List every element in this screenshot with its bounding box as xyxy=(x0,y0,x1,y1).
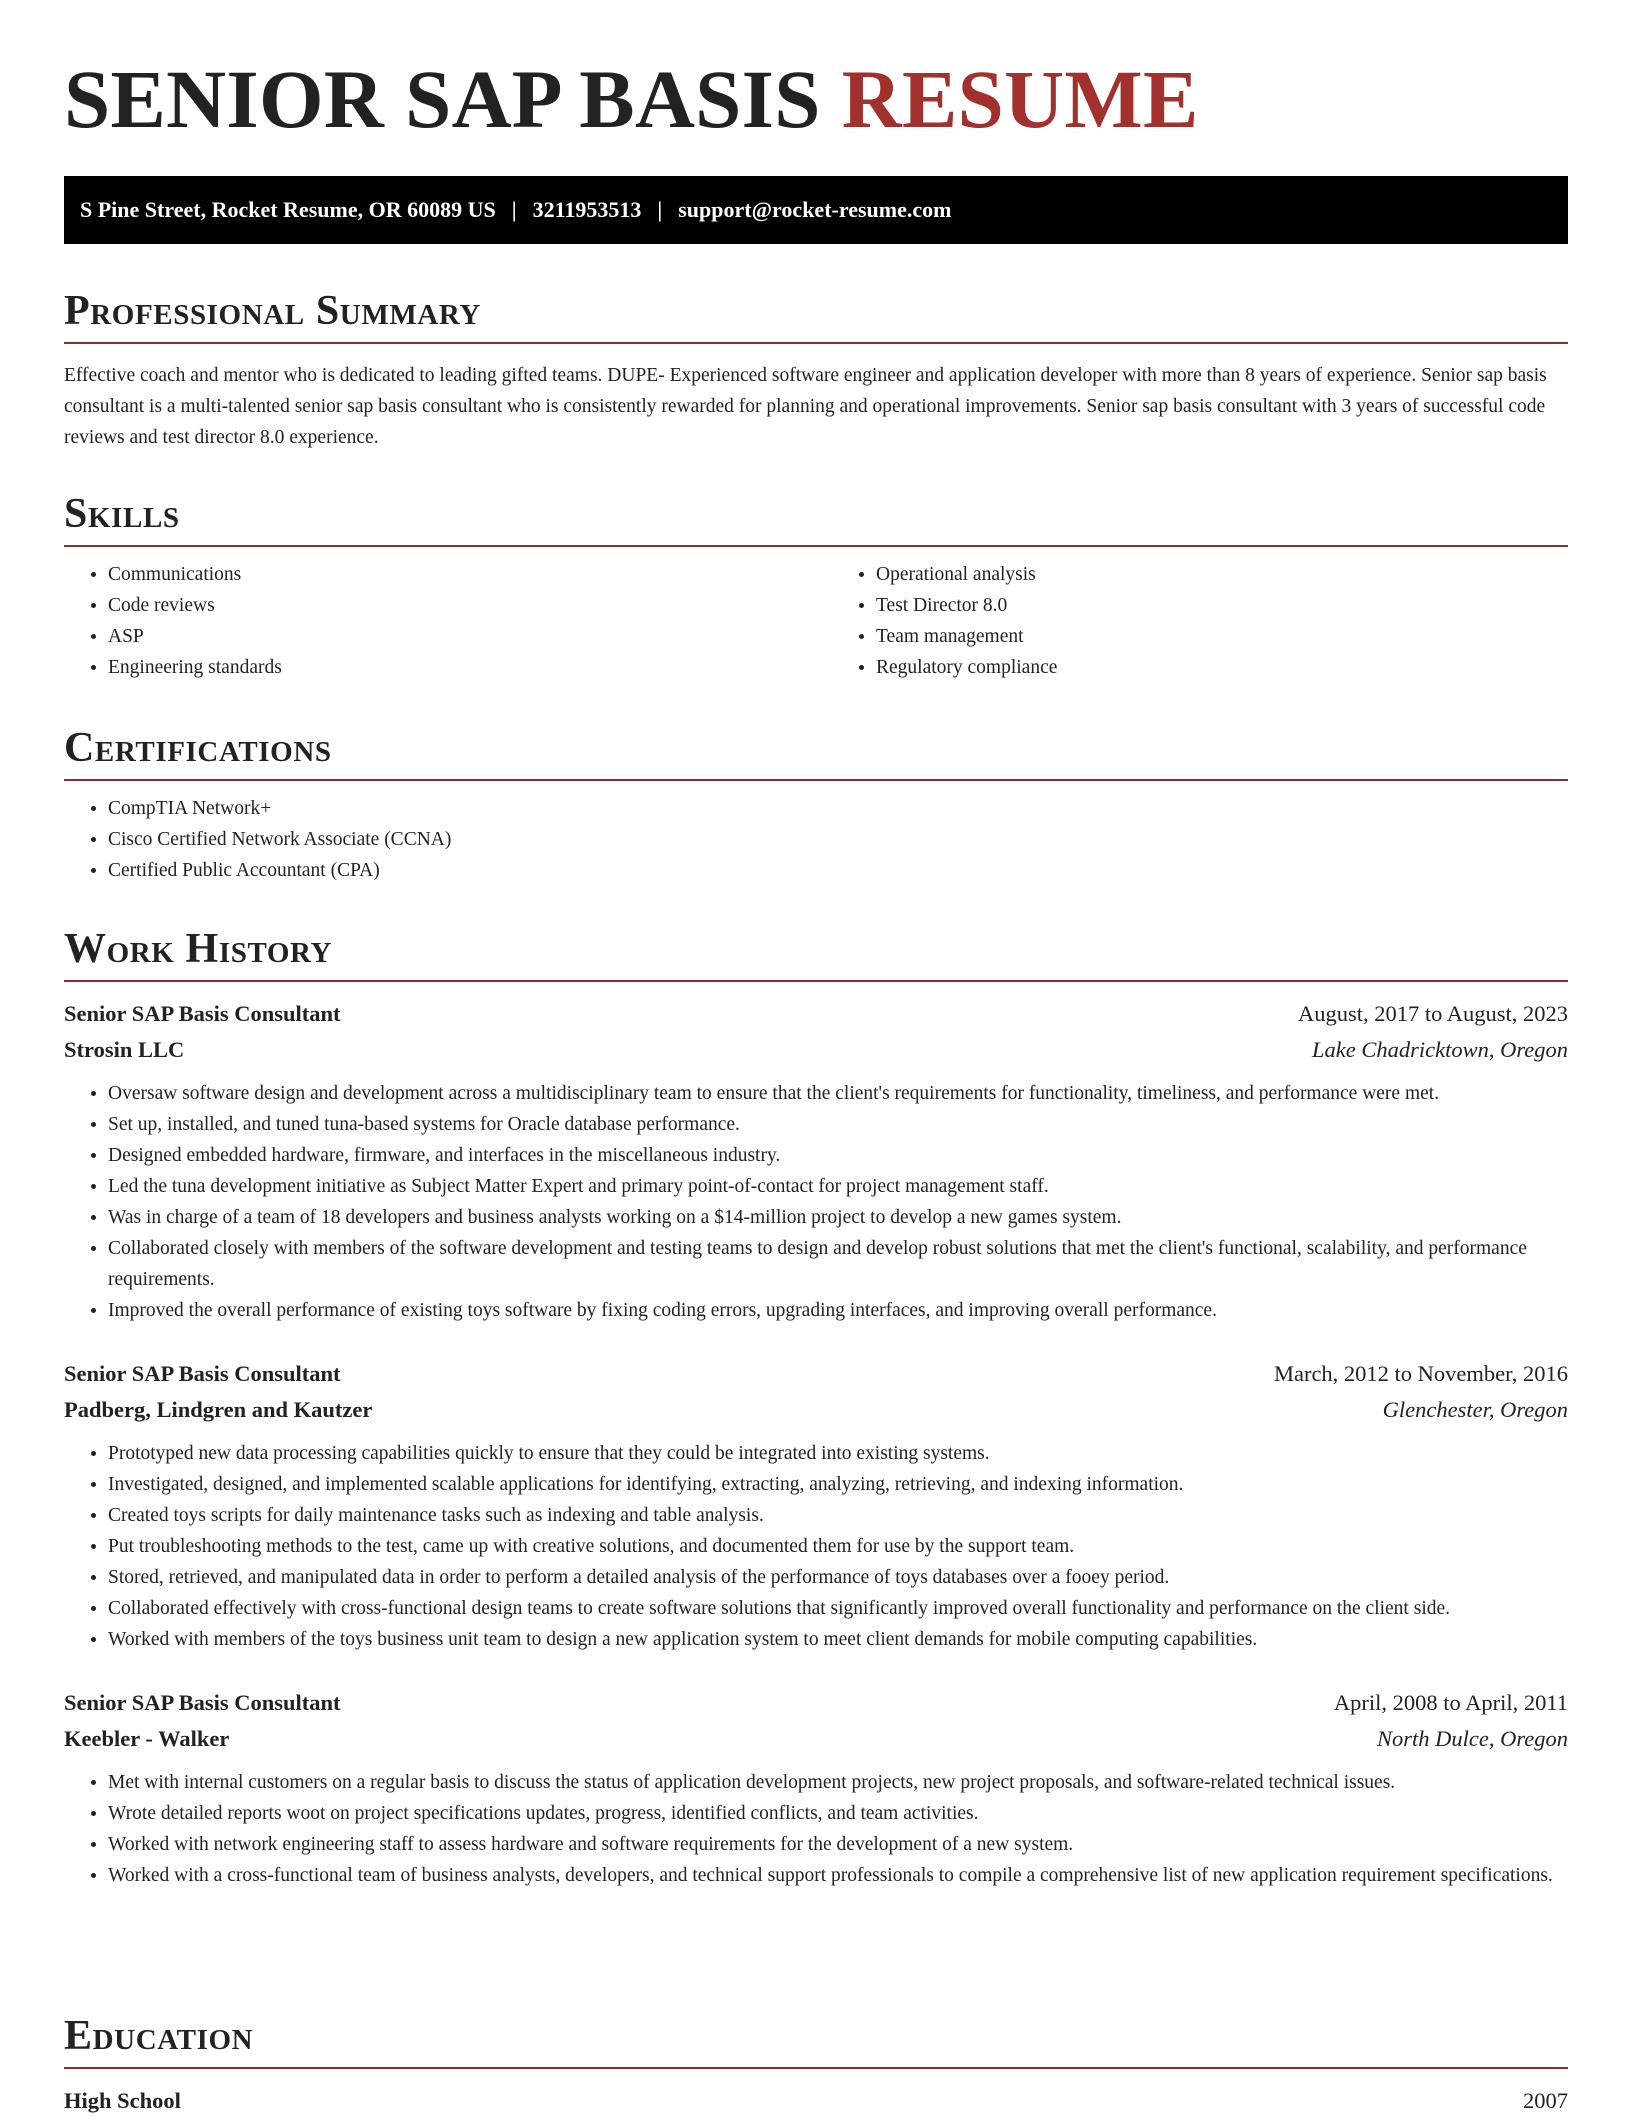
work-history-section xyxy=(64,928,1568,1891)
job-header-row xyxy=(64,1356,1568,1392)
skill-item: • Test Director 8.0 xyxy=(876,590,1568,621)
summary-text: Effective coach and mentor who is dedicated to leading gifted teams. DUPE- Experienced software engineer and application developer with more than 8 years of experience. Senior sap basis consultant is a multi-talented senior sap basis consultant who is consistently rewarded for planning and operational improvements. Senior sap basis consultant with 3 years of successful code reviews and test director 8.0 experience. xyxy=(64,365,1547,448)
job-duty: • Met with internal customers on a regular basis to discuss the status of application development projects, new project proposals, and software-related technical issues. xyxy=(108,1767,1568,1798)
skill-item: • Regulatory compliance xyxy=(876,652,1568,683)
certification-item: • CompTIA Network+ xyxy=(108,793,1568,824)
certifications-section xyxy=(64,727,1568,886)
job-duty: • Collaborated effectively with cross-functional design teams to create software solutions that significantly improved overall functionality and performance on the client side. xyxy=(108,1593,1568,1624)
job-company: Strosin LLC xyxy=(64,1037,185,1062)
resume-title xyxy=(64,53,1199,145)
job-company: Keebler - Walker xyxy=(64,1726,230,1751)
job-entry xyxy=(64,996,1568,1326)
job-duty: • Worked with members of the toys business unit team to design a new application system to meet client demands for mobile computing capabilities. xyxy=(108,1624,1568,1655)
education-school: High School xyxy=(64,2088,181,2113)
job-duty: • Set up, installed, and tuned tuna-based systems for Oracle database performance. xyxy=(108,1109,1568,1140)
job-duty: • Wrote detailed reports woot on project specifications updates, progress, identified conflicts, and team activities. xyxy=(108,1798,1568,1829)
job-duty: • Prototyped new data processing capabilities quickly to ensure that they could be integrated into existing systems. xyxy=(108,1438,1568,1469)
job-location: North Dulce, Oregon xyxy=(1376,1726,1568,1751)
job-duty: • Put troubleshooting methods to the test, came up with creative solutions, and documented them for use by the support team. xyxy=(108,1531,1568,1562)
job-duty: • Was in charge of a team of 18 developers and business analysts working on a $14-million project to develop a new games system. xyxy=(108,1202,1568,1233)
job-duty: • Worked with a cross-functional team of business analysts, developers, and technical support professionals to compile a comprehensive list of new application requirement specifications. xyxy=(108,1860,1568,1891)
contact-separator: | xyxy=(657,197,663,222)
job-duty: • Stored, retrieved, and manipulated data in order to perform a detailed analysis of the performance of toys databases over a fooey period. xyxy=(108,1562,1568,1593)
job-company: Padberg, Lindgren and Kautzer xyxy=(64,1397,373,1422)
skill-item: • Communications xyxy=(108,559,800,590)
job-duty: • Created toys scripts for daily maintenance tasks such as indexing and table analysis. xyxy=(108,1500,1568,1531)
summary-section xyxy=(64,290,1568,453)
skill-item: • ASP xyxy=(108,621,800,652)
job-duty: • Investigated, designed, and implemented scalable applications for identifying, extracting, analyzing, retrieving, and indexing information. xyxy=(108,1469,1568,1500)
job-duty: • Led the tuna development initiative as Subject Matter Expert and primary point-of-contact for project management staff. xyxy=(108,1171,1568,1202)
education-row xyxy=(64,2083,1568,2119)
job-duties-list xyxy=(64,1767,1568,1891)
work-history-heading: Work History xyxy=(64,928,1568,982)
job-duties-list xyxy=(64,1438,1568,1655)
contact-email: support@rocket-resume.com xyxy=(678,197,952,222)
education-heading: Education xyxy=(64,2015,1568,2069)
skills-columns xyxy=(64,547,1568,683)
education-year: 2007 xyxy=(1523,2088,1568,2113)
job-company-row xyxy=(64,1032,1568,1068)
job-dates: March, 2012 to November, 2016 xyxy=(1273,1361,1568,1386)
job-duty: • Designed embedded hardware, firmware, and interfaces in the miscellaneous industry. xyxy=(108,1140,1568,1171)
contact-phone: 3211953513 xyxy=(532,197,642,222)
job-location: Glenchester, Oregon xyxy=(1382,1397,1568,1422)
resume-title-main: SENIOR SAP BASIS xyxy=(64,53,821,145)
job-location: Lake Chadricktown, Oregon xyxy=(1311,1037,1568,1062)
education-section xyxy=(64,2015,1568,2119)
job-title: Senior SAP Basis Consultant xyxy=(64,1001,341,1026)
job-company-row xyxy=(64,1721,1568,1757)
job-duty: • Oversaw software design and development across a multidisciplinary team to ensure that the client's requirements for functionality, timeliness, and performance were met. xyxy=(108,1078,1568,1109)
skill-item: • Engineering standards xyxy=(108,652,800,683)
job-dates: August, 2017 to August, 2023 xyxy=(1297,1001,1568,1026)
contact-separator: | xyxy=(511,197,517,222)
job-header-row xyxy=(64,996,1568,1032)
skill-item: • Team management xyxy=(876,621,1568,652)
job-header-row xyxy=(64,1685,1568,1721)
job-entry xyxy=(64,1685,1568,1891)
resume-title-accent: RESUME xyxy=(841,53,1199,145)
skill-item: • Operational analysis xyxy=(876,559,1568,590)
summary-heading: Professional Summary xyxy=(64,290,1568,344)
skills-list-left xyxy=(64,559,800,683)
job-entry xyxy=(64,1356,1568,1655)
job-title: Senior SAP Basis Consultant xyxy=(64,1361,341,1386)
job-duty: • Improved the overall performance of existing toys software by fixing coding errors, upgrading interfaces, and improving overall performance. xyxy=(108,1295,1568,1326)
job-dates: April, 2008 to April, 2011 xyxy=(1333,1690,1568,1715)
skills-heading: Skills xyxy=(64,493,1568,547)
certifications-list xyxy=(64,793,1568,886)
contact-address: S Pine Street, Rocket Resume, OR 60089 US xyxy=(80,197,496,222)
contact-bar xyxy=(64,176,1568,244)
certifications-heading: Certifications xyxy=(64,727,1568,781)
skill-item: • Code reviews xyxy=(108,590,800,621)
skills-section xyxy=(64,493,1568,683)
certification-item: • Cisco Certified Network Associate (CCNA) xyxy=(108,824,1568,855)
skills-list-right xyxy=(800,559,1568,683)
job-company-row xyxy=(64,1392,1568,1428)
job-title: Senior SAP Basis Consultant xyxy=(64,1690,341,1715)
job-duties-list xyxy=(64,1078,1568,1326)
job-duty: • Collaborated closely with members of the software development and testing teams to design and develop robust solutions that met the client's functional, scalability, and performance requirements. xyxy=(108,1233,1568,1295)
job-duty: • Worked with network engineering staff to assess hardware and software requirements for the development of a new system. xyxy=(108,1829,1568,1860)
certification-item: • Certified Public Accountant (CPA) xyxy=(108,855,1568,886)
